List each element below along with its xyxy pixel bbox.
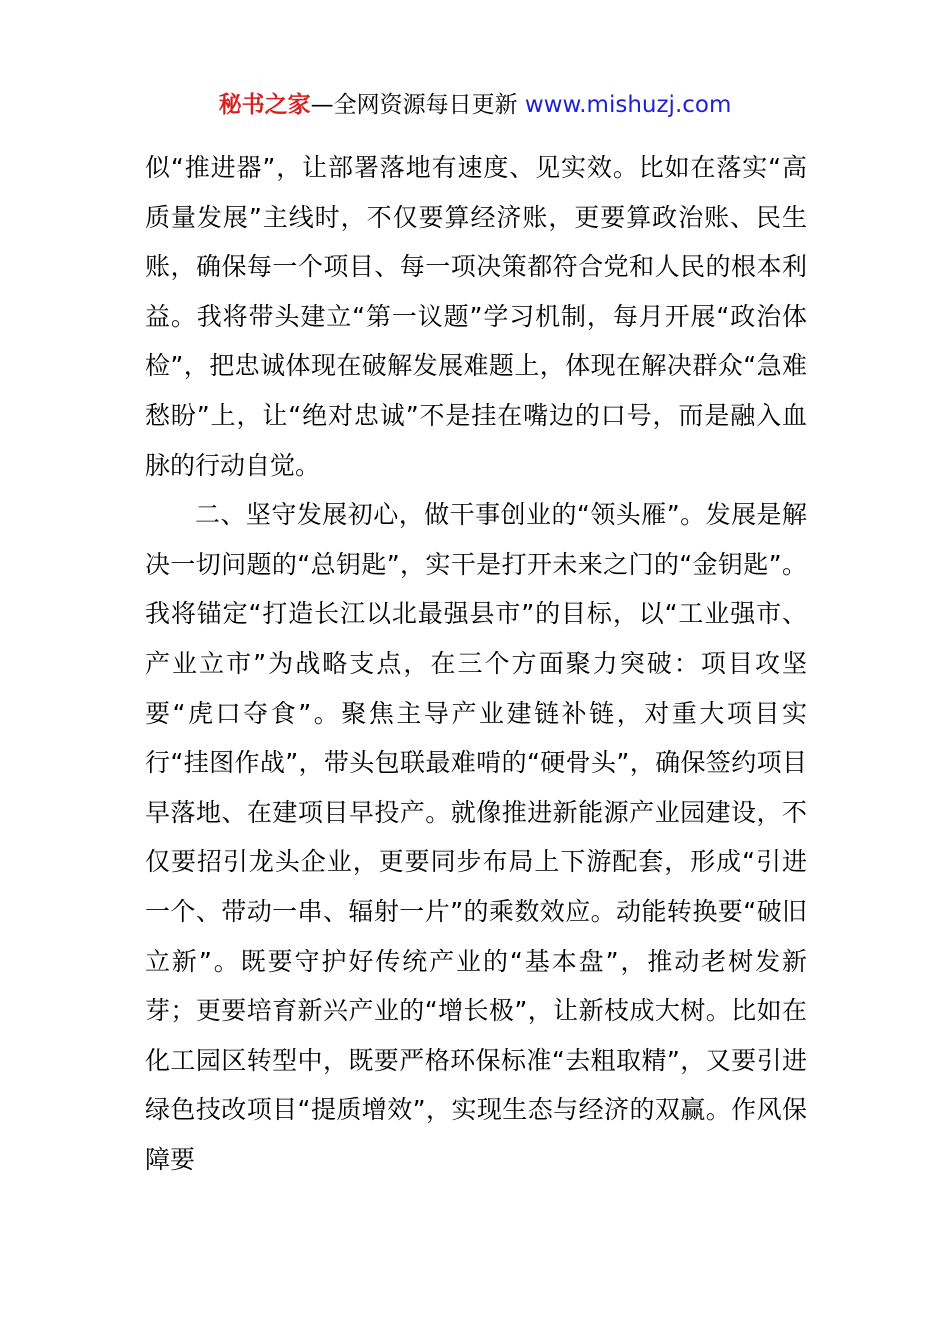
document-body	[145, 143, 807, 1184]
brand-name: 秘书之家	[218, 92, 311, 118]
paragraph-continued: 似“推进器”，让部署落地有速度、见实效。比如在落实“高质量发展”主线时，不仅要算经济账，更要算政治账、民生账，确保每一个项目、每一项决策都符合党和人民的根本利益。我将带头建立“第一议题”学习机制，每月开展“政治体检”，把忠诚体现在破解发展难题上，体现在解决群众“急难愁盼”上，让“绝对忠诚”不是挂在嘴边的口号，而是融入血脉的行动自觉。	[145, 153, 807, 480]
site-url-link[interactable]: www.mishuzj.com	[524, 92, 732, 118]
paragraph-section-two: 二、坚守发展初心，做干事创业的“领头雁”。发展是解决一切问题的“总钥匙”，实干是打开未来之门的“金钥匙”。我将锚定“打造长江以北最强县市”的目标，以“工业强市、产业立市”为战略支点，在三个方面聚力突破：项目攻坚要“虎口夺食”。聚焦主导产业建链补链，对重大项目实行“挂图作战”，带头包联最难啃的“硬骨头”，确保签约项目早落地、在建项目早投产。就像推进新能源产业园建设，不仅要招引龙头企业，更要同步布局上下游配套，形成“引进一个、带动一串、辐射一片”的乘数效应。动能转换要“破旧立新”。既要守护好传统产业的“基本盘”，推动老树发新芽；更要培育新兴产业的“增长极”，让新枝成大树。比如在化工园区转型中，既要严格环保标准“去粗取精”，又要引进绿色技改项目“提质增效”，实现生态与经济的双赢。作风保障要	[145, 500, 807, 1174]
banner-tagline: —全网资源每日更新	[310, 92, 525, 118]
site-banner	[0, 86, 950, 124]
